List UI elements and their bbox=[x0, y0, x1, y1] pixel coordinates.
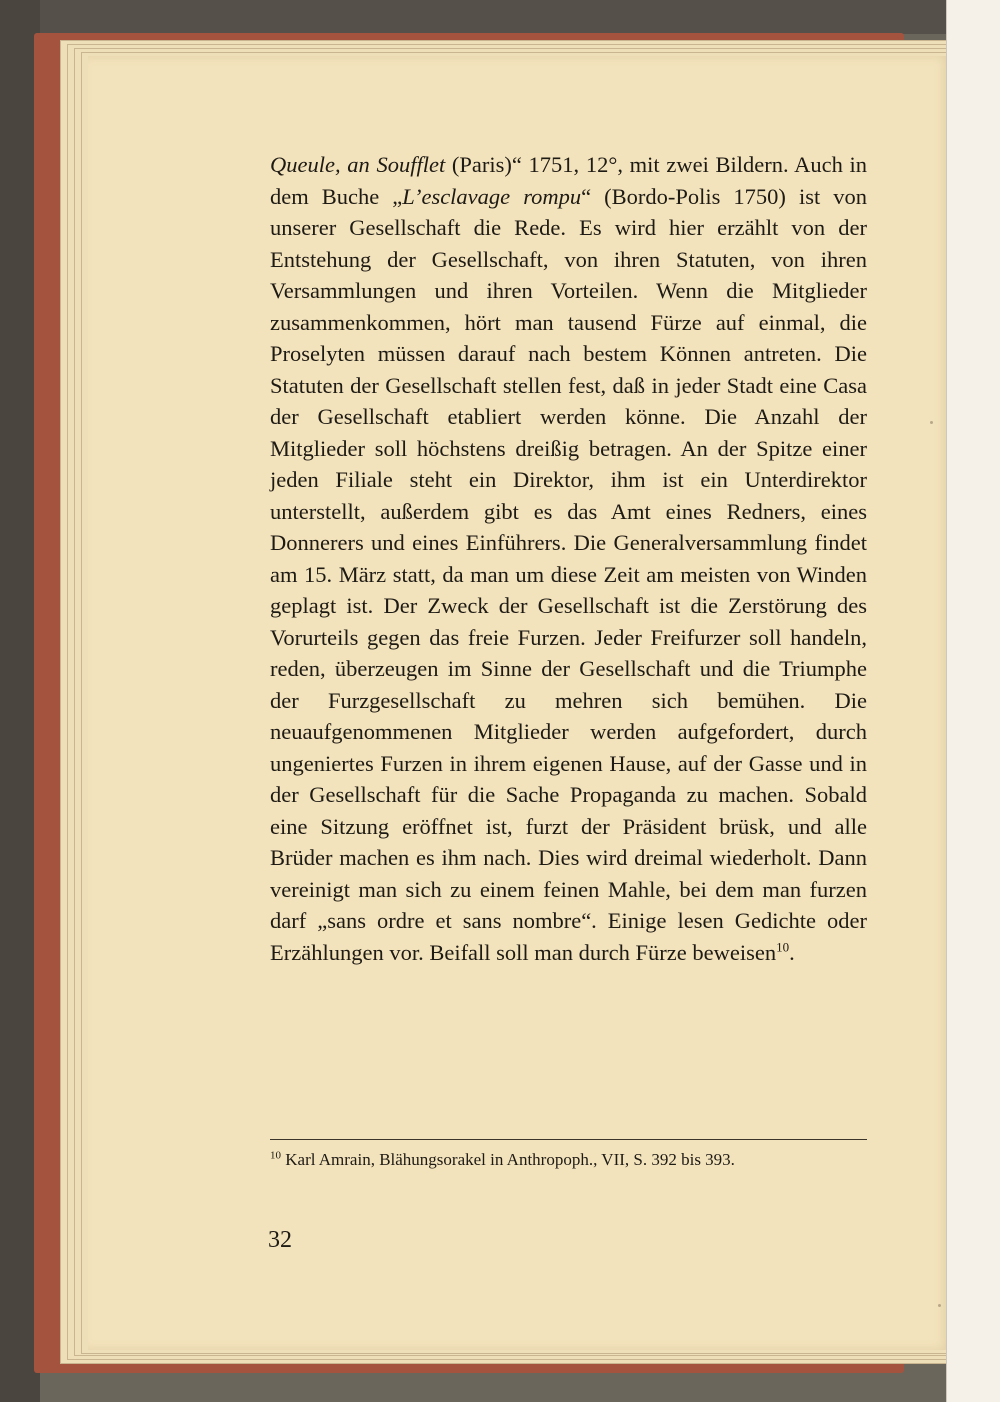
paragraph bbox=[270, 149, 867, 968]
paper-speck bbox=[938, 1304, 941, 1307]
footnote-marker: 10 bbox=[270, 1149, 281, 1162]
paragraph-end: . bbox=[789, 939, 795, 965]
footnote-text: Karl Amrain, Blähungsorakel in Anthropoph., VII, S. 392 bis 393. bbox=[281, 1150, 735, 1169]
paragraph-text: “ (Bordo-Polis 1750) ist von unserer Gesellschaft die Rede. Es wird hier erzählt von der Entstehung der Gesellschaft, von ihren Statuten, von ihren Versammlungen und ihren Vorteilen. Wenn die Mitglieder zusammenkommen, hört man tausend Fürze auf einmal, die Proselyten müssen darauf nach bestem Können antreten. Die Statuten der Gesellschaft stellen fest, daß in jeder Stadt eine Casa der Gesellschaft etabliert werden könne. Die Anzahl der Mitglieder soll höchstens dreißig betragen. An der Spitze einer jeden Filiale steht ein Direktor, ihm ist ein Unterdirektor unterstellt, außerdem gibt es das Amt eines Redners, eines Donnerers und eines Einführers. Die Generalversammlung findet am 15. März statt, da man um diese Zeit am meisten von Winden geplagt ist. Der Zweck der Gesellschaft ist die Zerstörung des Vorurteils gegen das freie Furzen. Jeder Freifurzer soll handeln, reden, überzeugen im Sinne der Gesellschaft und die Triumphe der Furzgesellschaft zu mehren sich bemühen. Die neuaufgenommenen Mitglieder werden aufgefordert, durch ungeniertes Furzen in ihrem eigenen Hause, auf der Gasse und in der Gesellschaft für die Sache Propaganda zu machen. Sobald eine Sitzung eröffnet ist, furzt der Präsident brüsk, und alle Brüder machen es ihm nach. Dies wird dreimal wiederholt. Dann vereinigt man sich zu einem feinen Mahle, bei dem man furzen darf „sans ordre et sans nombre“. Einige lesen Gedichte oder Erzählungen vor. Beifall soll man durch Fürze beweisen bbox=[270, 183, 868, 965]
body-text bbox=[270, 149, 867, 968]
paragraph-text: (Paris)“ 1751, 12°, mit zwei Bildern. Auch in dem Buche „ bbox=[270, 152, 867, 209]
italic-title-text: L’esclavage rompu bbox=[402, 183, 582, 209]
italic-title-text: Queule, an Soufflet bbox=[270, 152, 446, 177]
scan-background-top bbox=[0, 0, 1000, 34]
paragraph-content bbox=[270, 152, 867, 965]
facing-page-edge bbox=[946, 0, 1000, 1402]
page-number: 32 bbox=[268, 1227, 292, 1253]
footnote bbox=[270, 1149, 867, 1171]
footnote-reference: 10 bbox=[776, 939, 790, 954]
paper-speck bbox=[930, 421, 933, 424]
footnote-divider bbox=[270, 1139, 867, 1140]
